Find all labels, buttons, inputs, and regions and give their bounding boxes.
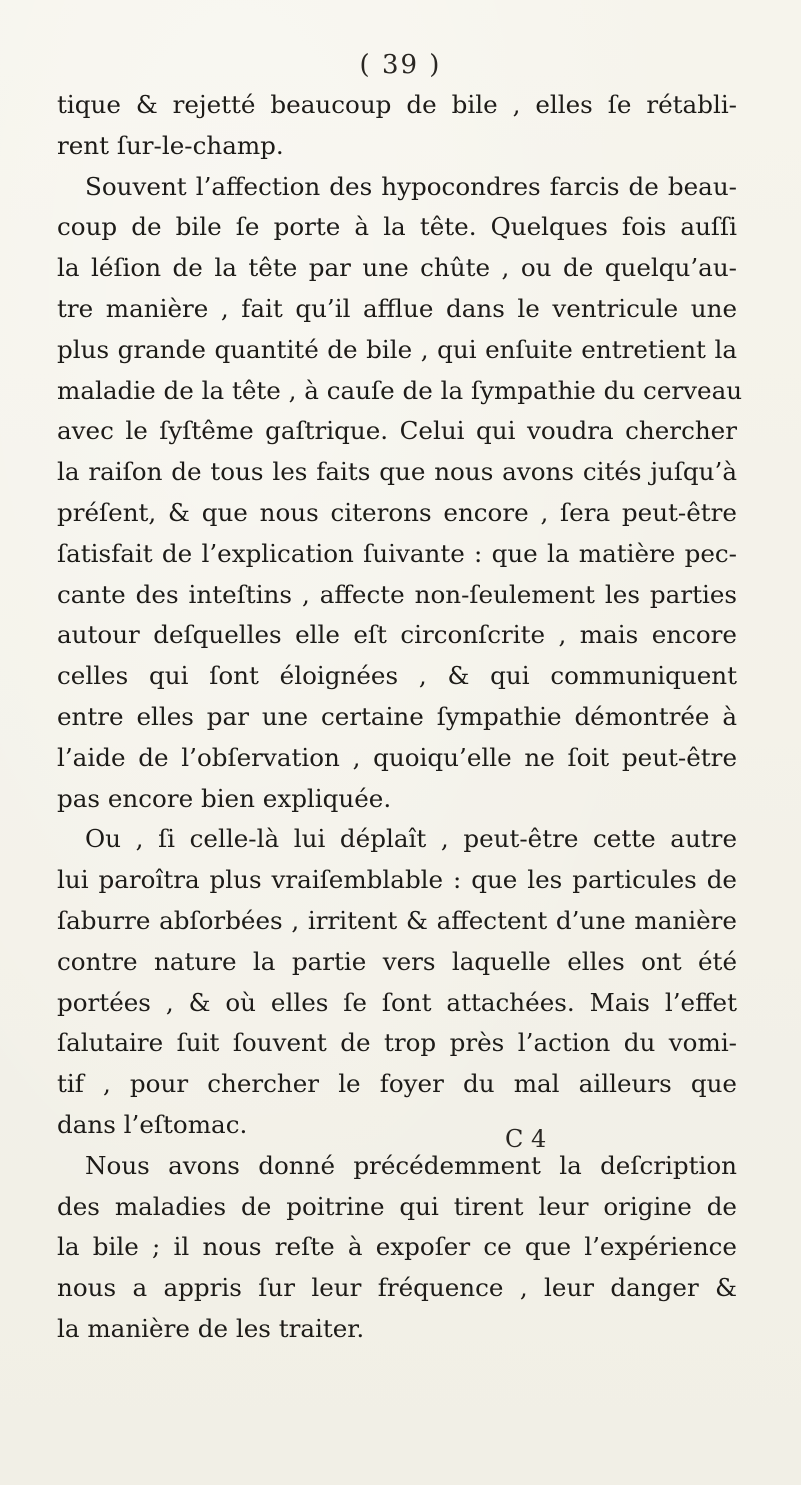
- text-line: celles qui ſont éloignées , & qui communiquent: [57, 661, 737, 691]
- text-line: Souvent l’affection des hypocondres farcis de beau-: [85, 171, 737, 201]
- text-line: ſalutaire ſuit ſouvent de trop près l’action du vomi-: [57, 1028, 737, 1058]
- text-line: entre elles par une certaine ſympathie démontrée à: [57, 701, 737, 731]
- text-line: cante des inteſtins , affecte non-ſeulement les parties: [57, 579, 737, 609]
- text-line: avec le ſyſtême gaſtrique. Celui qui voudra chercher: [57, 416, 737, 446]
- text-line: tre manière , fait qu’il afflue dans le ventricule une: [57, 293, 737, 323]
- text-line: la manière de les traiter.: [57, 1313, 365, 1343]
- text-line: Nous avons donné précédemment la deſcription: [85, 1150, 737, 1180]
- text-line: tif , pour chercher le foyer du mal ailleurs que: [57, 1069, 737, 1099]
- text-line: ſatisfait de l’explication ſuivante : que la matière pec-: [57, 538, 737, 568]
- text-line: l’aide de l’obſervation , quoiqu’elle ne ſoit peut-être: [57, 742, 737, 772]
- text-line: coup de bile ſe porte à la tête. Quelques fois auſſi: [57, 212, 737, 242]
- text-line: préſent, & que nous citerons encore , ſera peut-être: [57, 497, 737, 527]
- text-line: la bile ; il nous reſte à expoſer ce que l’expérience: [57, 1232, 737, 1262]
- text-line: plus grande quantité de bile , qui enſuite entretient la: [57, 334, 737, 364]
- text-line: contre nature la partie vers laquelle elles ont été: [57, 946, 737, 976]
- text-line: la raiſon de tous les faits que nous avons cités juſqu’à: [57, 457, 737, 487]
- text-line: pas encore bien expliquée.: [57, 783, 392, 813]
- text-line: Ou , ſi celle-là lui déplaît , peut-être cette autre: [85, 824, 737, 854]
- text-line: ſaburre abſorbées , irritent & affectent d’une manière: [57, 905, 737, 935]
- text-line: maladie de la tête , à cauſe de la ſympathie du cerveau: [57, 375, 743, 405]
- page-number-header: ( 39 ): [359, 50, 442, 80]
- text-line: lui paroîtra plus vraiſemblable : que les particules de: [57, 865, 737, 895]
- signature-mark: C 4: [505, 1125, 547, 1153]
- text-line: nous a appris ſur leur fréquence , leur danger &: [57, 1273, 737, 1303]
- text-line: dans l’eſtomac.: [57, 1109, 248, 1139]
- text-line: autour deſquelles elle eſt circonſcrite , mais encore: [57, 620, 737, 650]
- body-text: [57, 85, 743, 1350]
- text-line: rent ſur-le-champ.: [57, 130, 284, 160]
- text-line: des maladies de poitrine qui tirent leur origine de: [57, 1191, 737, 1221]
- text-line: la léſion de la tête par une chûte , ou de quelqu’au-: [57, 253, 737, 283]
- text-line: tique & rejetté beaucoup de bile , elles ſe rétabli-: [57, 90, 737, 119]
- text-line: portées , & où elles ſe ſont attachées. Mais l’effet: [57, 987, 737, 1017]
